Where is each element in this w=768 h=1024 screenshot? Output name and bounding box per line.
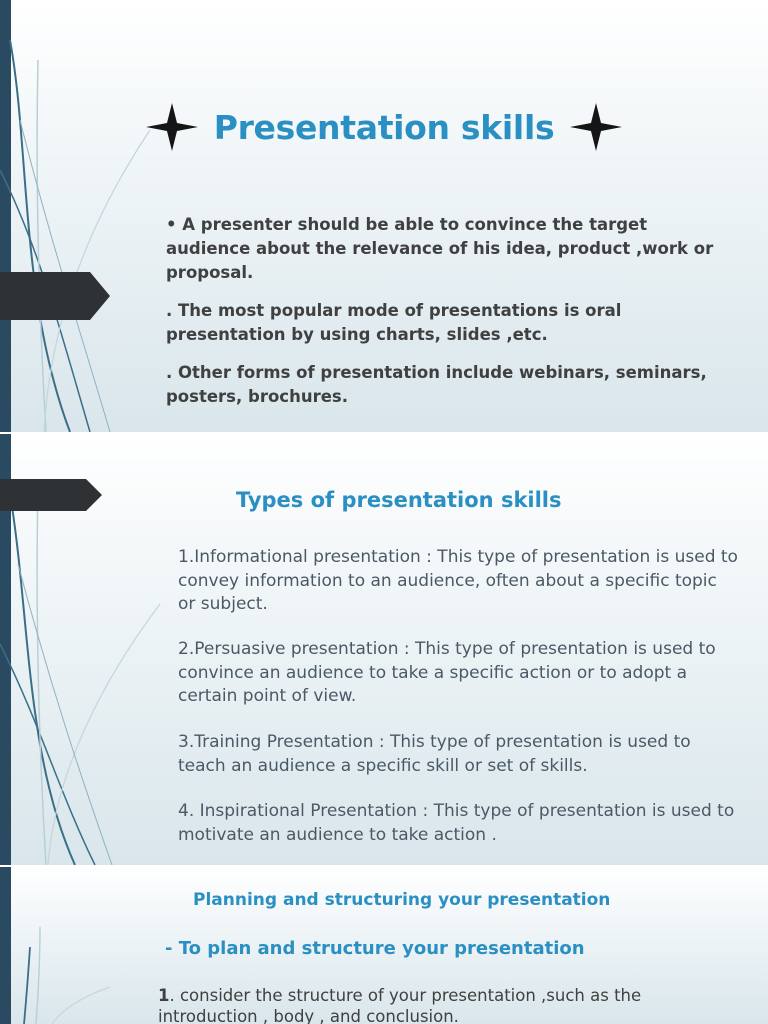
list-item: 2.Persuasive presentation : This type of presentation is used to convince an audience to take a specific action or to adopt a certain point of view. (178, 639, 716, 706)
list-item: 1.Informational presentation : This type of presentation is used to convey information to an audience, often about a specific topic or subject. (178, 547, 738, 614)
list-item (158, 985, 698, 1024)
slide-2 (0, 434, 768, 865)
slide-title-row (0, 103, 768, 151)
bullet-paragraph: . The most popular mode of presentations is oral presentation by using charts, slides ,etc. (166, 301, 622, 344)
list-item: 4. Inspirational Presentation : This type of presentation is used to motivate an audience to take action . (178, 801, 735, 845)
star-icon (568, 101, 624, 153)
arrow-tab (0, 272, 110, 320)
arrow-tab (0, 479, 102, 511)
item-number: 1 (158, 986, 170, 1005)
star-icon (144, 101, 200, 153)
item-text: . consider the structure of your presentation ,such as the introduction , body , and conclusion. (158, 986, 642, 1024)
list-item: 3.Training Presentation : This type of presentation is used to teach an audience a specific skill or set of skills. (178, 732, 691, 776)
section-title: Planning and structuring your presentation (193, 890, 611, 910)
curve-decoration (0, 0, 160, 432)
bullet-paragraph: • A presenter should be able to convince the target audience about the relevance of his idea, product ,work or proposal. (166, 215, 714, 282)
slide-1 (0, 0, 768, 432)
slide-3 (0, 867, 768, 1024)
page-title: Presentation skills (213, 107, 555, 147)
bullet-paragraph: . Other forms of presentation include webinars, seminars, posters, brochures. (166, 363, 707, 406)
curve-decoration (0, 867, 120, 1024)
section-title: Types of presentation skills (236, 488, 562, 512)
section-subtitle: - To plan and structure your presentation (165, 938, 585, 959)
